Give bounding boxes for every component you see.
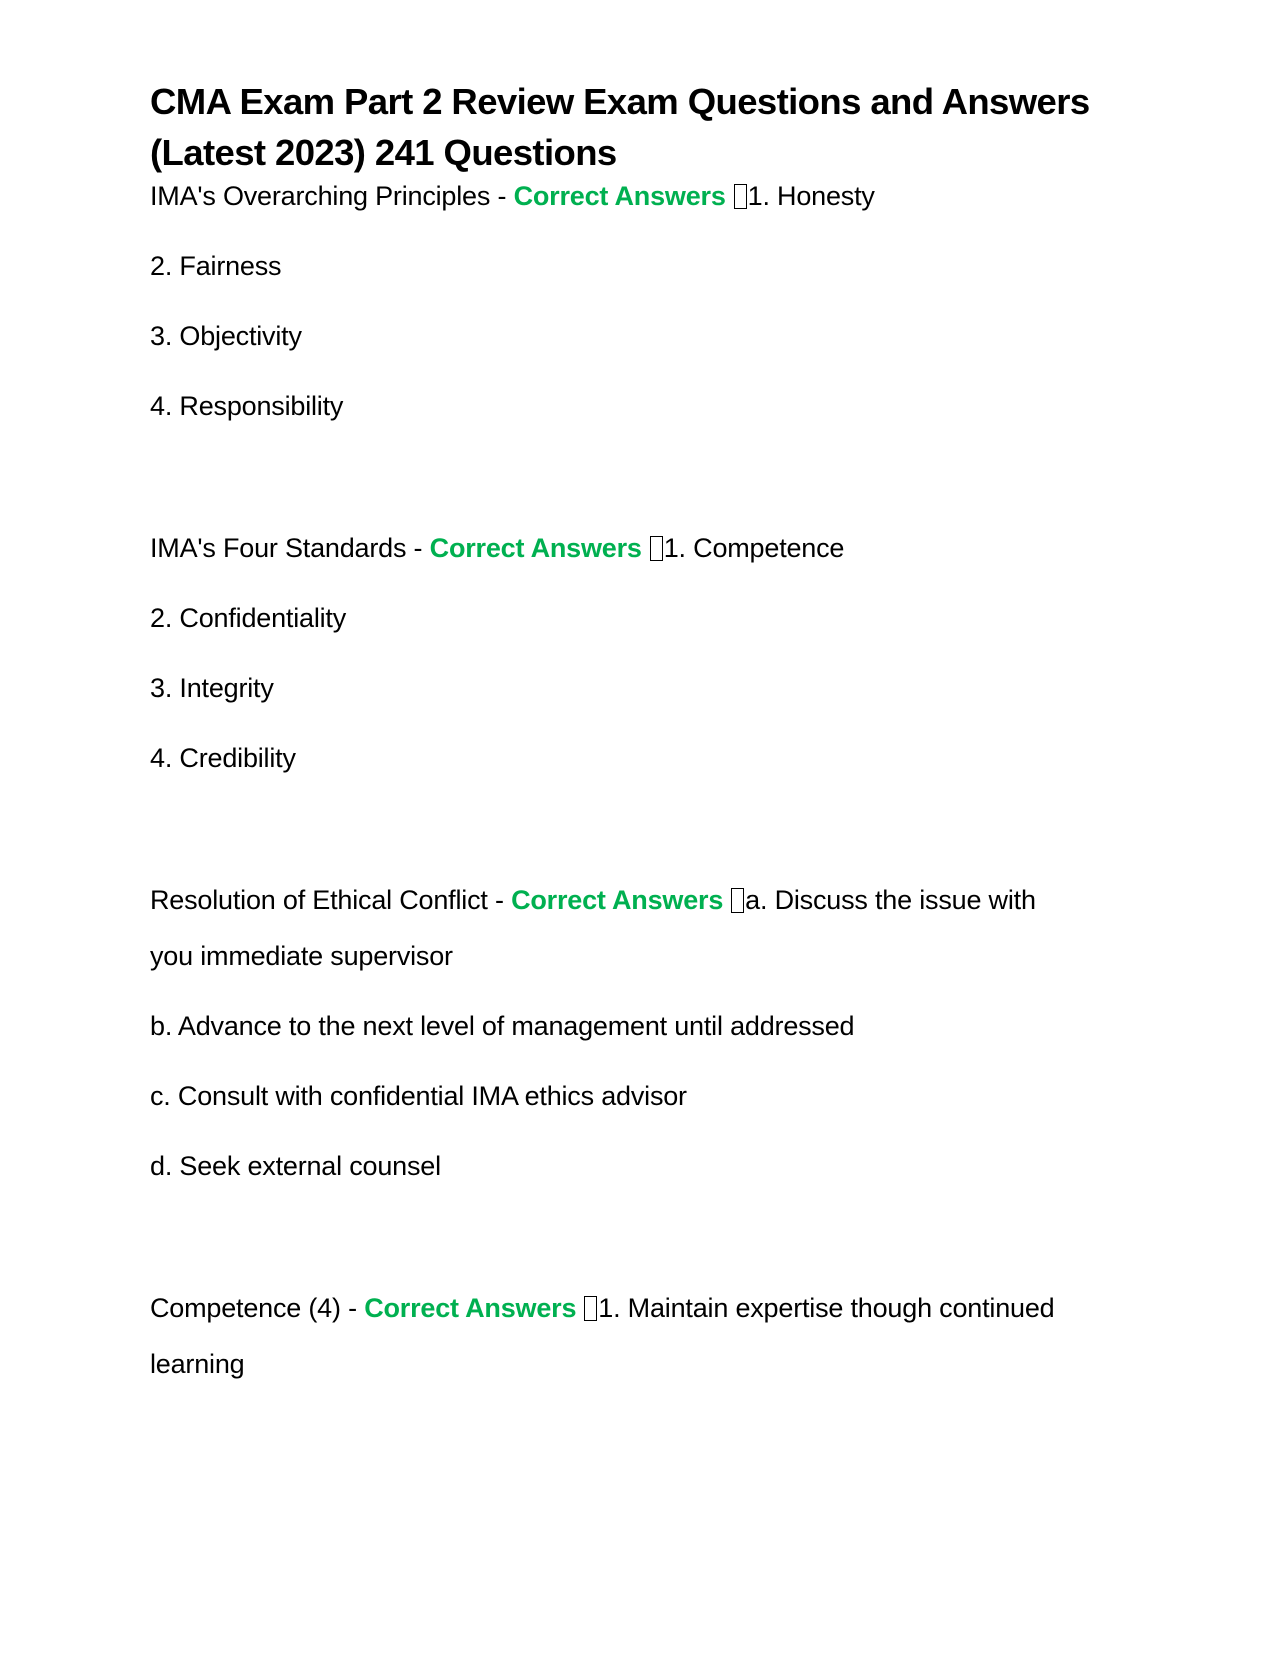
correct-answers-label: Correct Answers [429, 533, 642, 563]
answer-item: 1. Honesty [747, 181, 875, 211]
qa-line-principles [150, 178, 875, 214]
question-term: Resolution of Ethical Conflict - [150, 885, 512, 915]
answer-item: 1. Competence [663, 533, 845, 563]
missing-glyph-icon [734, 184, 747, 209]
question-term: IMA's Four Standards - [150, 533, 430, 563]
missing-glyph-icon [584, 1296, 597, 1321]
answer-item: 1. Maintain expertise though continued [598, 1293, 1055, 1323]
missing-glyph-icon [731, 888, 744, 913]
page-title: CMA Exam Part 2 Review Exam Questions and Answers (Latest 2023) 241 Questions [150, 81, 1090, 173]
answer-item-continued: you immediate supervisor [150, 941, 453, 971]
answer-item: b. Advance to the next level of management until addressed [150, 1011, 855, 1041]
question-term: Competence (4) - [150, 1293, 365, 1323]
missing-glyph-icon [650, 536, 663, 561]
answer-item: d. Seek external counsel [150, 1151, 441, 1181]
answer-item: a. Discuss the issue with [745, 885, 1036, 915]
qa-line-ethical-conflict [150, 882, 1036, 918]
answer-item: 3. Objectivity [150, 321, 302, 351]
answer-item: 4. Responsibility [150, 391, 344, 421]
answer-item: c. Consult with confidential IMA ethics advisor [150, 1081, 687, 1111]
qa-line-competence [150, 1290, 1054, 1326]
answer-item: 3. Integrity [150, 673, 274, 703]
answer-item: 2. Fairness [150, 251, 282, 281]
question-term: IMA's Overarching Principles - [150, 181, 514, 211]
answer-item-continued: learning [150, 1349, 245, 1379]
answer-item: 4. Credibility [150, 743, 296, 773]
qa-line-standards [150, 530, 844, 566]
correct-answers-label: Correct Answers [364, 1293, 577, 1323]
answer-item: 2. Confidentiality [150, 603, 347, 633]
correct-answers-label: Correct Answers [513, 181, 726, 211]
correct-answers-label: Correct Answers [511, 885, 724, 915]
